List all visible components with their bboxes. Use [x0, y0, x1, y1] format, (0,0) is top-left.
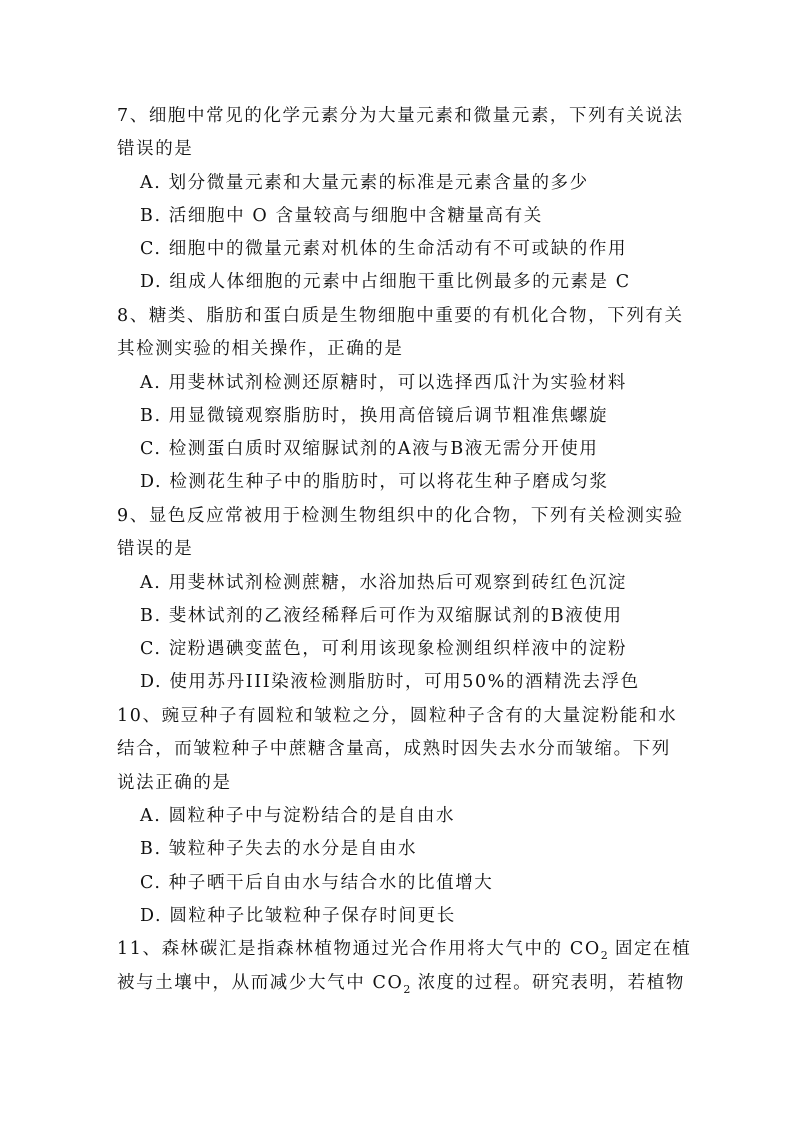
q11-line1-text-a: 11、森林碳汇是指森林植物通过光合作用将大气中的 CO — [117, 939, 601, 959]
question-10-option-d: D. 圆粒种子比皱粒种子保存时间更长 — [140, 906, 456, 926]
question-11-stem-line-1 — [117, 937, 691, 963]
question-10-stem-line-1: 10、豌豆种子有圆粒和皱粒之分，圆粒种子含有的大量淀粉能和水 — [117, 706, 678, 726]
question-9-option-d: D. 使用苏丹III染液检测脂肪时，可用50%的酒精洗去浮色 — [140, 672, 640, 692]
q11-line2-text-a: 被与土壤中，从而减少大气中 CO — [117, 973, 404, 993]
question-8-stem-line-2: 其检测实验的相关操作，正确的是 — [117, 339, 404, 359]
question-7-stem-line-2: 错误的是 — [117, 139, 194, 159]
question-9-option-a: A. 用斐林试剂检测蔗糖，水浴加热后可观察到砖红色沉淀 — [140, 573, 627, 593]
question-8-option-b: B. 用显微镜观察脂肪时，换用高倍镜后调节粗准焦螺旋 — [140, 406, 609, 426]
question-11-stem-line-2 — [117, 971, 685, 997]
question-8-option-a: A. 用斐林试剂检测还原糖时，可以选择西瓜汁为实验材料 — [140, 373, 627, 393]
co2-subscript: 2 — [600, 949, 608, 962]
question-10-stem-line-3: 说法正确的是 — [117, 773, 232, 793]
question-8-option-d: D. 检测花生种子中的脂肪时，可以将花生种子磨成匀浆 — [140, 472, 609, 492]
question-7-option-d: D. 组成人体细胞的元素中占细胞干重比例最多的元素是 C — [140, 272, 631, 292]
question-7-option-c: C. 细胞中的微量元素对机体的生命活动有不可或缺的作用 — [140, 239, 628, 259]
question-9-stem-line-2: 错误的是 — [117, 539, 194, 559]
question-7-option-b: B. 活细胞中 O 含量较高与细胞中含糖量高有关 — [140, 206, 543, 226]
question-8-stem-line-1: 8、糖类、脂肪和蛋白质是生物细胞中重要的有机化合物，下列有关 — [117, 306, 684, 326]
question-7-stem-line-1: 7、细胞中常见的化学元素分为大量元素和微量元素，下列有关说法 — [117, 106, 684, 126]
question-10-option-c: C. 种子晒干后自由水与结合水的比值增大 — [140, 873, 494, 893]
question-7-option-a: A. 划分微量元素和大量元素的标准是元素含量的多少 — [140, 173, 589, 193]
question-9-option-b: B. 斐林试剂的乙液经稀释后可作为双缩脲试剂的B液使用 — [140, 606, 623, 626]
co2-subscript: 2 — [403, 983, 411, 996]
question-10-stem-line-2: 结合，而皱粒种子中蔗糖含量高，成熟时因失去水分而皱缩。下列 — [117, 739, 671, 759]
question-10-option-b: B. 皱粒种子失去的水分是自由水 — [140, 839, 418, 859]
q11-line1-text-b: 固定在植 — [607, 939, 692, 959]
question-10-option-a: A. 圆粒种子中与淀粉结合的是自由水 — [140, 806, 456, 826]
question-9-stem-line-1: 9、显色反应常被用于检测生物组织中的化合物，下列有关检测实验 — [117, 506, 684, 526]
question-9-option-c: C. 淀粉遇碘变蓝色，可利用该现象检测组织样液中的淀粉 — [140, 639, 628, 659]
question-8-option-c: C. 检测蛋白质时双缩脲试剂的A液与B液无需分开使用 — [140, 439, 599, 459]
q11-line2-text-b: 浓度的过程。研究表明，若植物 — [410, 973, 685, 993]
